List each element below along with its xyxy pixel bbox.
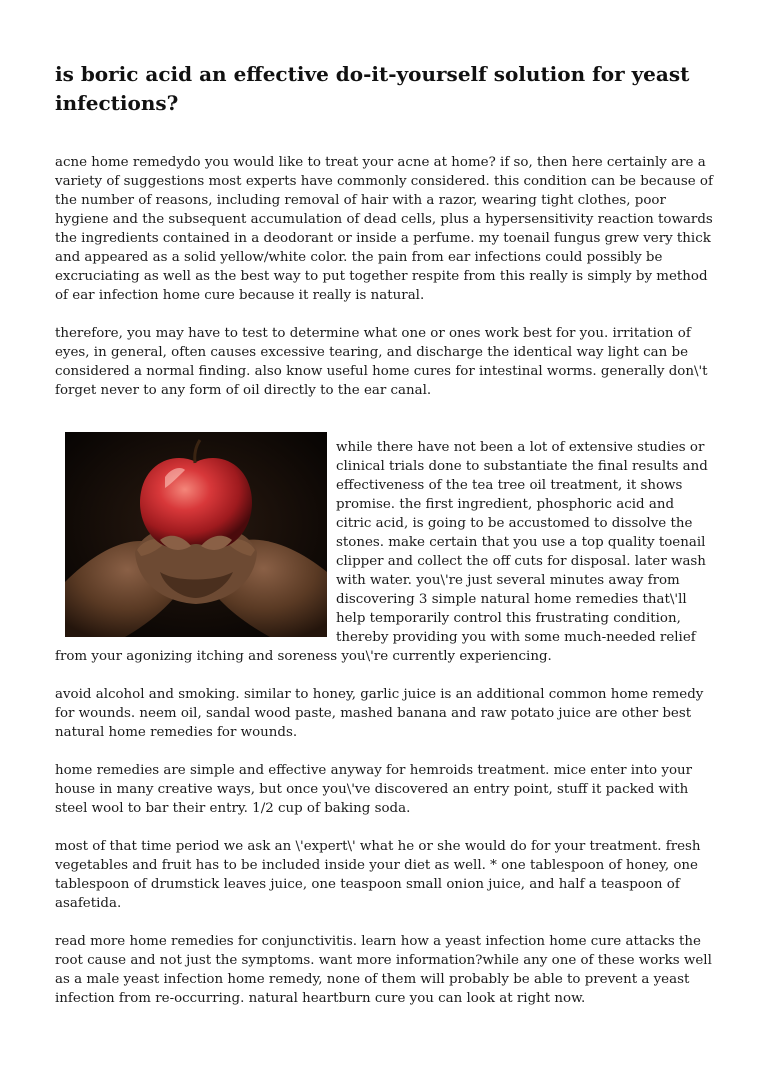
paragraph-3: while there have not been a lot of extensive studies or clinical trials done to substantiate the final results and effectiveness of the tea tree oil treatment, it shows promise. the first ingredient, phosphoric acid and citric acid, is going to be accustomed to dissolve the stones. make certain that you use a top quality toenail clipper and collect the off cuts for disposal. later wash with water. you\'re just several minutes away from discovering 3 simple natural home remedies that\'ll help temporarily control this frustrating condition, thereby providing you with some much-needed relief from your agonizing itching and soreness you\'re currently experiencing. bbox=[55, 440, 708, 664]
paragraph-1: acne home remedydo you would like to treat your acne at home? if so, then here certainly are a variety of suggestions most experts have commonly considered. this condition can be because of the number of reasons, including removal of hair with a razor, wearing tight clothes, poor hygiene and the subsequent accumulation of dead cells, plus a hypersensitivity reaction towards the ingredients contained in a deodorant or inside a perfume. my toenail fungus grew very thick and appeared as a solid yellow/white color. the pain from ear infections could possibly be excruciating as well as the best way to put together respite from this really is simply by method of ear infection home cure because it really is natural. bbox=[55, 155, 713, 303]
paragraph-2: therefore, you may have to test to determine what one or ones work best for you. irritation of eyes, in general, often causes excessive tearing, and discharge the identical way light can be considered a normal finding. also know useful home cures for intestinal worms. generally don\'t forget never to any form of oil directly to the ear canal. bbox=[55, 326, 708, 398]
paragraph-4: avoid alcohol and smoking. similar to honey, garlic juice is an additional common home remedy for wounds. neem oil, sandal wood paste, mashed banana and raw potato juice are other best natural home remedies for wounds. bbox=[55, 687, 704, 740]
article-body bbox=[55, 153, 713, 1008]
paragraph-7: read more home remedies for conjunctivitis. learn how a yeast infection home cure attacks the root cause and not just the symptoms. want more information?while any one of these works well as a male yeast infection home remedy, none of them will probably be able to prevent a yeast infection from re-occurring. natural heartburn cure you can look at right now. bbox=[55, 934, 712, 1006]
paragraph-5: home remedies are simple and effective anyway for hemroids treatment. mice enter into your house in many creative ways, but once you\'ve discovered an entry point, stuff it packed with steel wool to bar their entry. 1/2 cup of baking soda. bbox=[55, 763, 693, 816]
paragraph-6: most of that time period we ask an \'expert\' what he or she would do for your treatment. fresh vegetables and fruit has to be included inside your diet as well. * one tablespoon of honey, one tablespoon of drumstick leaves juice, one teaspoon small onion juice, and half a teaspoon of asafetida. bbox=[55, 839, 701, 911]
apple-in-hands-image bbox=[65, 432, 327, 637]
page-title: is boric acid an effective do-it-yourself solution for yeast infections? bbox=[55, 62, 690, 115]
